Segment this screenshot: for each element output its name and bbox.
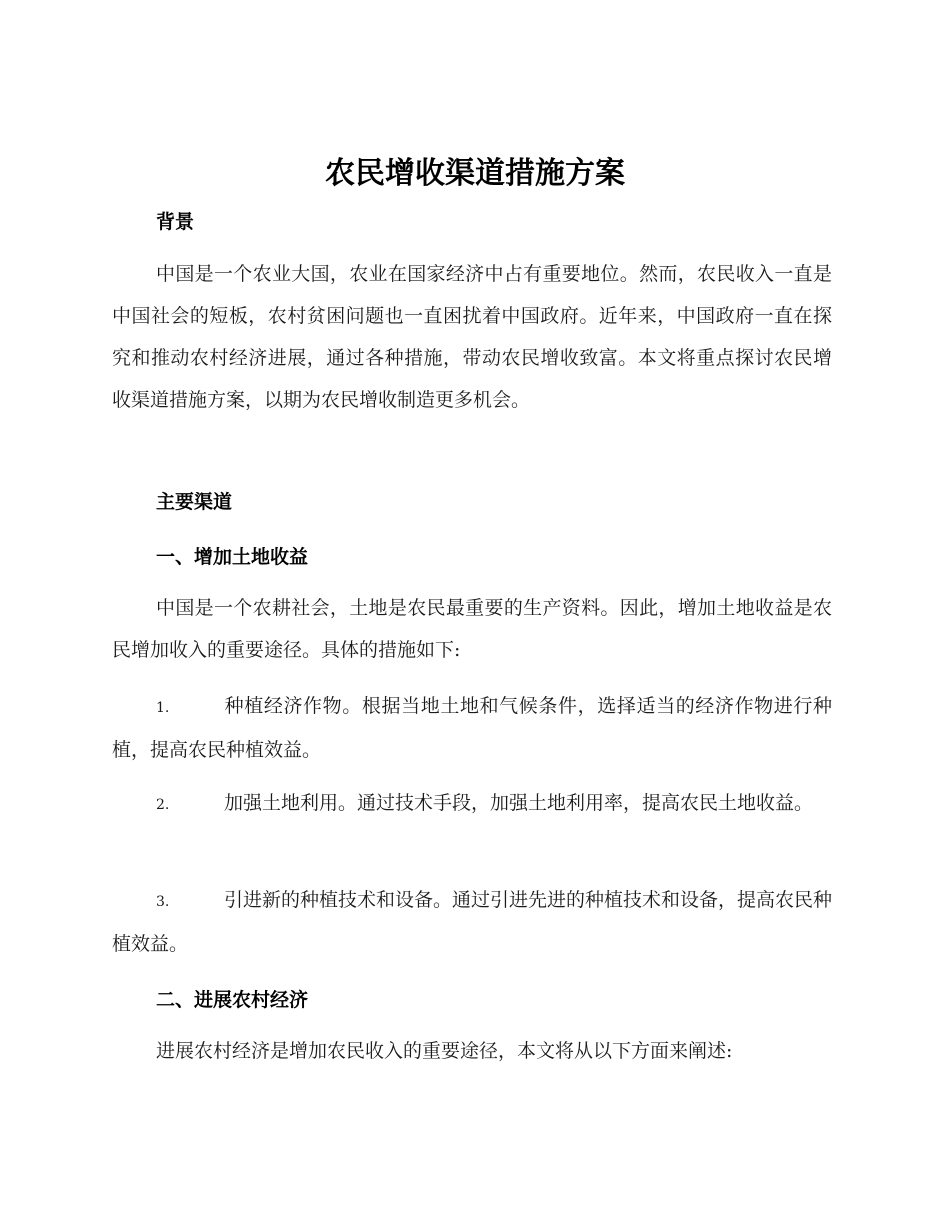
section2-heading: 二、进展农村经济 bbox=[156, 989, 309, 1011]
main-channels-heading: 主要渠道 bbox=[156, 491, 233, 513]
list-item-number: 1. bbox=[156, 700, 170, 716]
list-item-text: 种植经济作物。根据当地土地和气候条件，选择适当的经济作物进行种植，提高农民种植效益。 bbox=[112, 695, 832, 761]
list-item-text: 引进新的种植技术和设备。通过引进先进的种植技术和设备，提高农民种植效益。 bbox=[112, 889, 833, 955]
background-paragraph: 中国是一个农业大国，农业在国家经济中占有重要地位。然而，农民收入一直是中国社会的短板，农村贫困问题也一直困扰着中国政府。近年来，中国政府一直在探究和推动农村经济进展，通过各种措施，带动农民增收致富。本文将重点探讨农民增收渠道措施方案，以期为农民增收制造更多机会。 bbox=[112, 263, 832, 411]
list-item bbox=[112, 685, 832, 771]
section1-heading: 一、增加土地收益 bbox=[156, 546, 309, 568]
list-item bbox=[112, 879, 832, 965]
list-item bbox=[112, 782, 832, 826]
background-heading: 背景 bbox=[156, 211, 195, 233]
section1-intro: 中国是一个农耕社会，土地是农民最重要的生产资料。因此，增加土地收益是农民增加收入的重要途径。具体的措施如下: bbox=[112, 597, 832, 661]
section2-intro: 进展农村经济是增加农民收入的重要途径，本文将从以下方面来阐述: bbox=[156, 1040, 733, 1062]
list-item-number: 2. bbox=[156, 797, 170, 813]
list-item-text: 加强土地利用。通过技术手段，加强土地利用率，提高农民土地收益。 bbox=[224, 792, 814, 814]
list-item-number: 3. bbox=[156, 894, 170, 910]
document-title: 农民增收渠道措施方案 bbox=[325, 156, 625, 191]
